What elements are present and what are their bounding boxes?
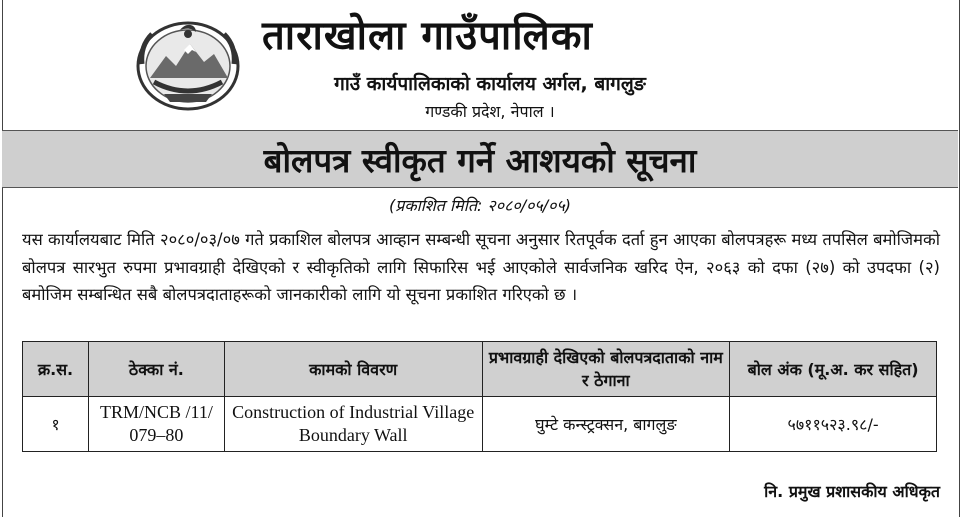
cell-bidder: घुम्टे कन्स्ट्रक्सन, बागलुङ — [482, 397, 730, 452]
header-work: कामको विवरण — [224, 342, 482, 397]
office-address: गण्डकी प्रदेश, नेपाल । — [425, 102, 555, 121]
cell-sn: १ — [23, 397, 89, 452]
notice-body: यस कार्यालयबाट मिति २०८०/०३/०७ गते प्रकाशिल बोलपत्र आव्हान सम्बन्धी सूचना अनुसार रितपूर्वक दर्ता हुन आएका बोलपत्रहरू मध्य तपसिल बमोजिमको बोलपत्र सारभुत रुपमा प्रभावग्राही देखिएको र स्वीकृतिको लागि सिफारिस भई आएकोले सार्वजनिक खरिद ऐन, २०६३ को दफा (२७) को उपदफा (२) बमोजिम सम्बन्धित सबै बोलपत्रदाताहरूको जानकारीको लागि यो सूचना प्रकाशित गरिएको छ । — [22, 230, 940, 304]
cell-amount: ५७११५२३.९८/- — [730, 397, 937, 452]
notice-heading: बोलपत्र स्वीकृत गर्ने आशयको सूचना — [263, 140, 697, 180]
government-emblem-icon — [134, 16, 242, 112]
bid-table — [22, 341, 937, 452]
cell-contract: TRM/NCB /11/ 079–80 — [88, 397, 224, 452]
cell-work: Construction of Industrial Village Boundary Wall — [224, 397, 482, 452]
header-contract: ठेक्का नं. — [88, 342, 224, 397]
table-header-row — [23, 342, 937, 397]
table-row — [23, 397, 937, 452]
published-date: (प्रकाशित मिति: २०८०/०५/०५) — [388, 196, 572, 215]
municipality-title: ताराखोला गाउँपालिका — [262, 13, 593, 59]
office-name: गाउँ कार्यपालिकाको कार्यालय अर्गल, बागलुङ — [334, 73, 646, 95]
signatory: नि. प्रमुख प्रशासकीय अधिकृत — [764, 482, 940, 501]
header-amount: बोल अंक (मू.अ. कर सहित) — [730, 342, 937, 397]
header-bidder: प्रभावग्राही देखिएको बोलपत्रदाताको नाम र ठेगाना — [482, 342, 730, 397]
notice-heading-banner — [2, 130, 958, 188]
header-sn: क्र.स. — [23, 342, 89, 397]
